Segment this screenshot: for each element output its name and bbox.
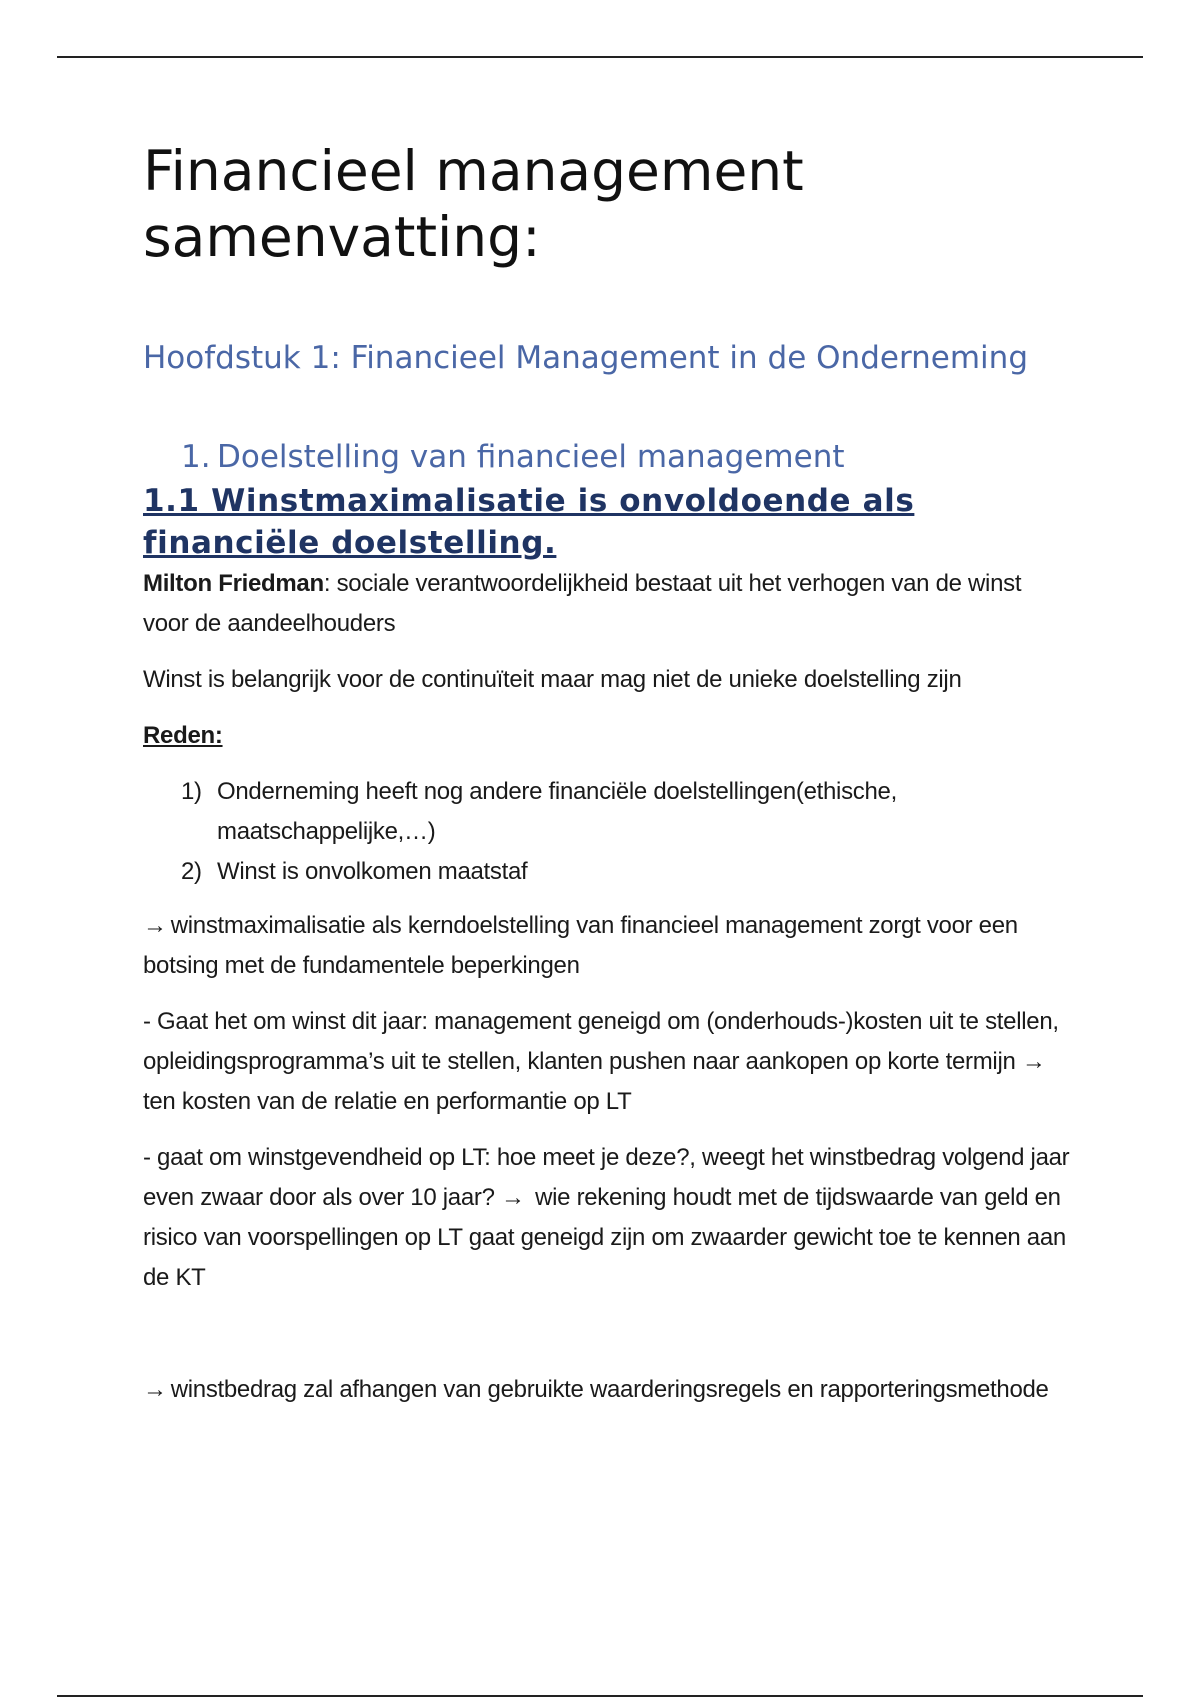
- winstbedrag-text: winstbedrag zal afhangen van gebruikte waarderingsregels en rapporteringsmethode: [170, 1376, 1049, 1403]
- reden-label: Reden:: [143, 722, 223, 749]
- list-item-marker: 1): [181, 778, 202, 805]
- dit-jaar-text-a: - Gaat het om winst dit jaar: management geneigd om (onderhouds-)kosten uit te stellen, opleidingsprogramma’s uit te stellen, klanten pushen naar aankopen op korte termijn: [143, 1008, 1059, 1075]
- section-label: Doelstelling van financieel management: [217, 439, 845, 475]
- chapter-heading: Hoofdstuk 1: Financieel Management in de Onderneming: [143, 340, 1028, 376]
- document-title: Financieel management samenvatting:: [143, 139, 804, 269]
- section-number: 1.: [181, 439, 211, 475]
- list-item-marker: 2): [181, 858, 202, 885]
- lange-termijn-text-b: wie rekening houdt met de tijdswaarde van geld en risico van voorspellingen op LT gaat geneigd zijn om zwaarder gewicht toe te kennen aan de KT: [143, 1184, 1066, 1291]
- document-page: [143, 138, 1073, 1426]
- arrow-right-icon: →: [1021, 1048, 1046, 1075]
- arrow-right-icon: →: [143, 912, 167, 939]
- section-heading: [181, 438, 1073, 476]
- lange-termijn-text-a: - gaat om winstgevendheid op LT: hoe meet je deze?, weegt het winstbedrag volgend jaar even zwaar door als over 10 jaar?: [143, 1144, 1070, 1211]
- list-item-text: Onderneming heeft nog andere financiële doelstellingen(ethische, maatschappelijke,…): [217, 778, 897, 845]
- list-item: [181, 772, 1073, 852]
- botsing-text: winstmaximalisatie als kerndoelstelling van financieel management zorgt voor een botsing met de fundamentele beperkingen: [143, 912, 1018, 979]
- winst-paragraph: Winst is belangrijk voor de continuïteit maar mag niet de unieke doelstelling zijn: [143, 666, 962, 693]
- friedman-name: Milton Friedman: [143, 570, 324, 597]
- friedman-text: : sociale verantwoordelijkheid bestaat uit het verhogen van de winst voor de aandeelhouders: [143, 570, 1022, 637]
- arrow-right-icon: →: [501, 1184, 525, 1211]
- dit-jaar-paragraph: [143, 1002, 1073, 1122]
- winstbedrag-paragraph: [143, 1370, 1073, 1410]
- friedman-paragraph: [143, 564, 1073, 644]
- subsection-heading: 1.1 Winstmaximalisatie is onvoldoende als financiële doelstelling.: [143, 483, 915, 561]
- dit-jaar-text-b: ten kosten van de relatie en performantie op LT: [143, 1088, 632, 1115]
- botsing-paragraph: [143, 906, 1073, 986]
- list-item: [181, 852, 1073, 892]
- blank-line: [143, 1314, 1073, 1370]
- reden-paragraph: [143, 716, 1073, 756]
- footer-rule: [57, 1695, 1143, 1697]
- header-rule: [57, 56, 1143, 58]
- arrow-right-icon: →: [143, 1376, 167, 1403]
- lange-termijn-paragraph: [143, 1138, 1073, 1298]
- reasons-list: [181, 772, 1073, 892]
- list-item-text: Winst is onvolkomen maatstaf: [217, 858, 528, 885]
